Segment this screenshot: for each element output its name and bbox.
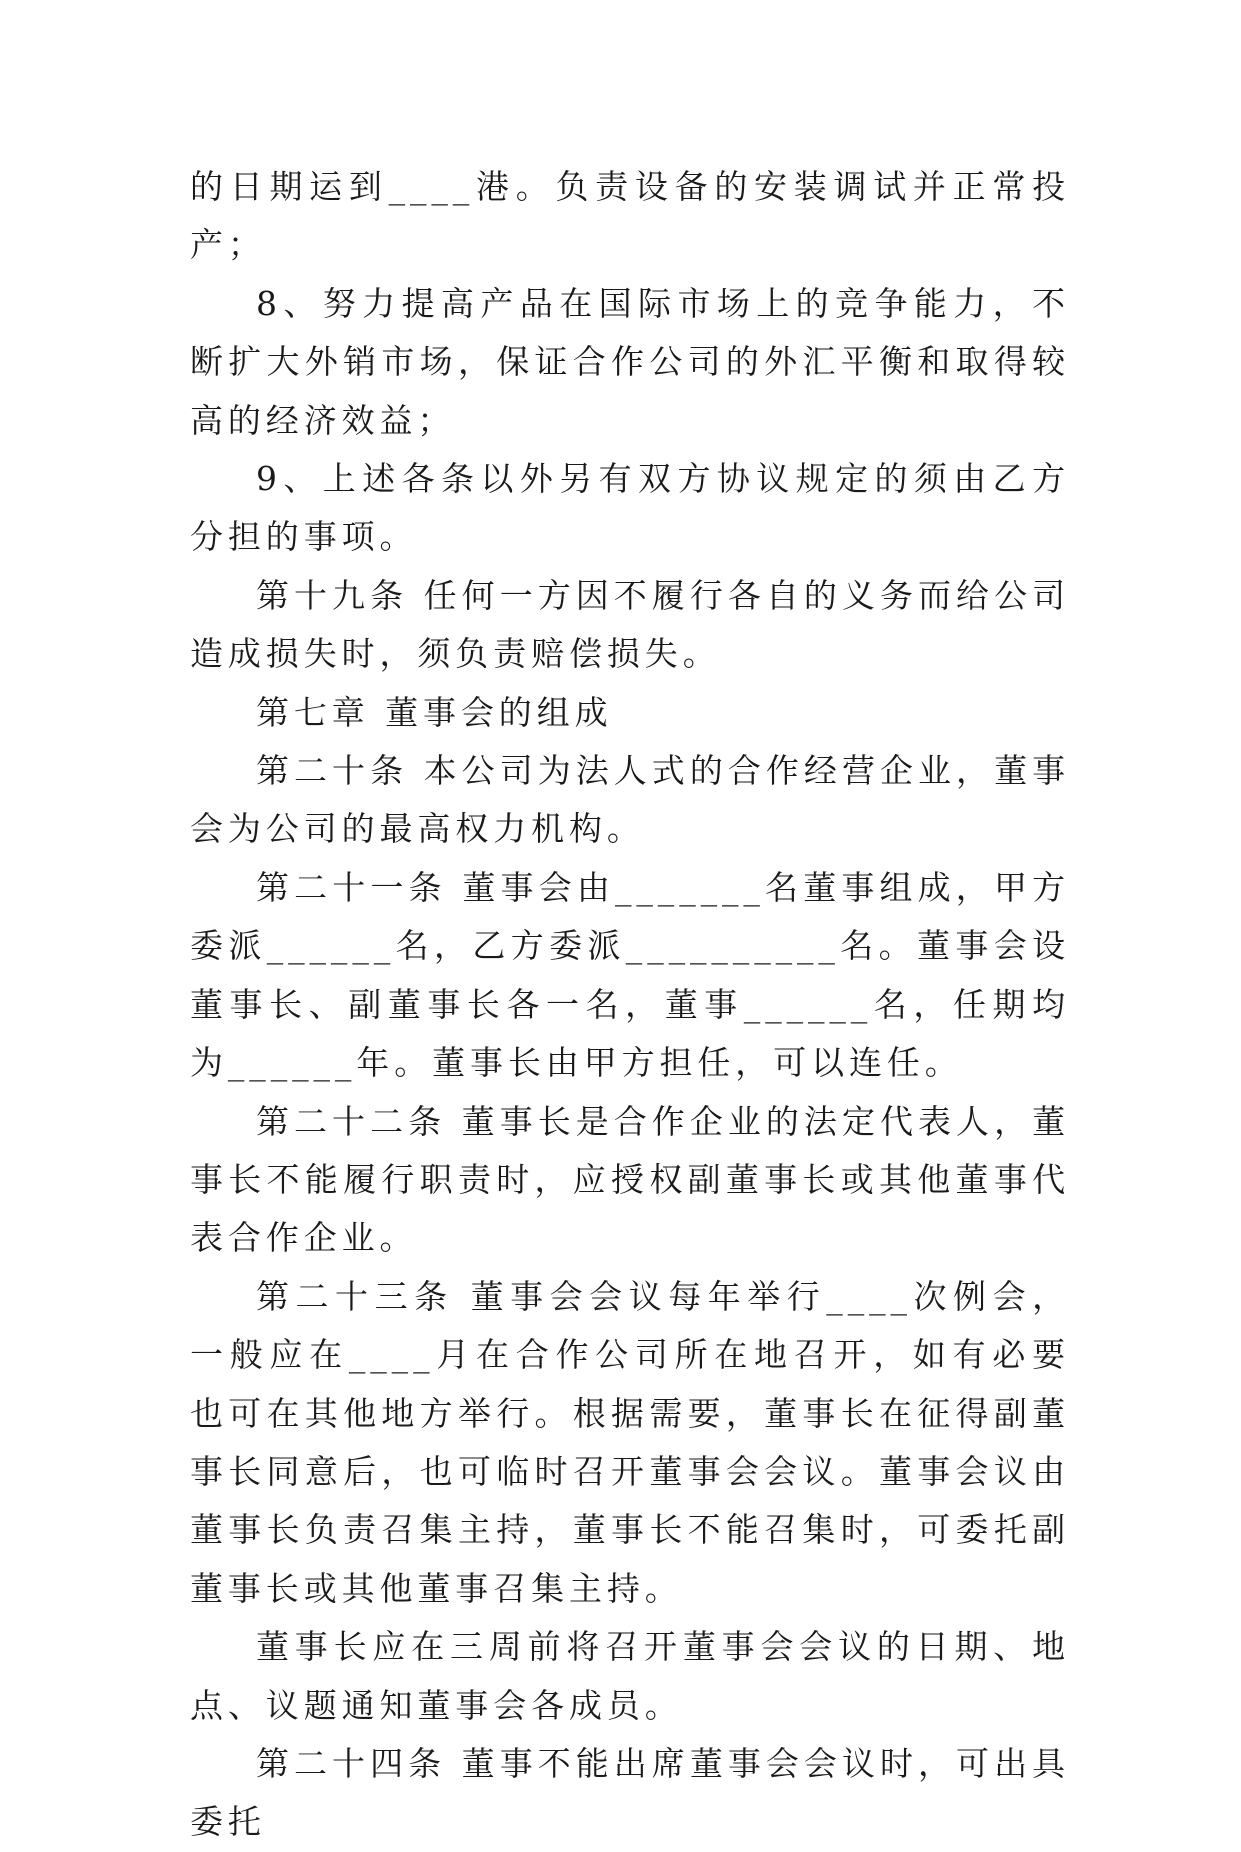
paragraph-item-9: 9、上述各条以外另有双方协议规定的须由乙方分担的事项。 — [190, 459, 1070, 557]
document-body — [190, 158, 1070, 1852]
paragraph-continuation-port: 的日期运到____港。负责设备的安装调试并正常投产； — [190, 167, 1070, 265]
paragraph-article-24: 第二十四条 董事不能出席董事会会议时，可出具委托 — [190, 1743, 1070, 1842]
paragraph-article-19: 第十九条 任何一方因不履行各自的义务而给公司造成损失时，须负责赔偿损失。 — [190, 575, 1070, 674]
paragraph-article-23: 第二十三条 董事会会议每年举行____次例会，一般应在____月在合作公司所在地召开，如有必要也可在其他地方举行。根据需要，董事长在征得副董事长同意后，也可临时召开董事会会议。董事会议由董事长负责召集主持，董事长不能召集时，可委托副董事长或其他董事召集主持。 — [190, 1276, 1070, 1608]
paragraph-article-22: 第二十二条 董事长是合作企业的法定代表人，董事长不能履行职责时，应授权副董事长或其他董事代表合作企业。 — [190, 1101, 1070, 1258]
chapter-7-heading: 第七章 董事会的组成 — [256, 692, 613, 732]
paragraph-item-8: 8、努力提高产品在国际市场上的竞争能力，不断扩大外销市场，保证合作公司的外汇平衡和取得较高的经济效益； — [190, 283, 1070, 440]
paragraph-article-20: 第二十条 本公司为法人式的合作经营企业，董事会为公司的最高权力机构。 — [190, 751, 1070, 849]
paragraph-article-21: 第二十一条 董事会由_______名董事组成，甲方委派______名，乙方委派__________名。董事会设董事长、副董事长各一名，董事______名，任期均为______年。董事长由甲方担任，可以连任。 — [190, 867, 1070, 1083]
paragraph-notice: 董事长应在三周前将召开董事会会议的日期、地点、议题通知董事会各成员。 — [190, 1627, 1070, 1725]
